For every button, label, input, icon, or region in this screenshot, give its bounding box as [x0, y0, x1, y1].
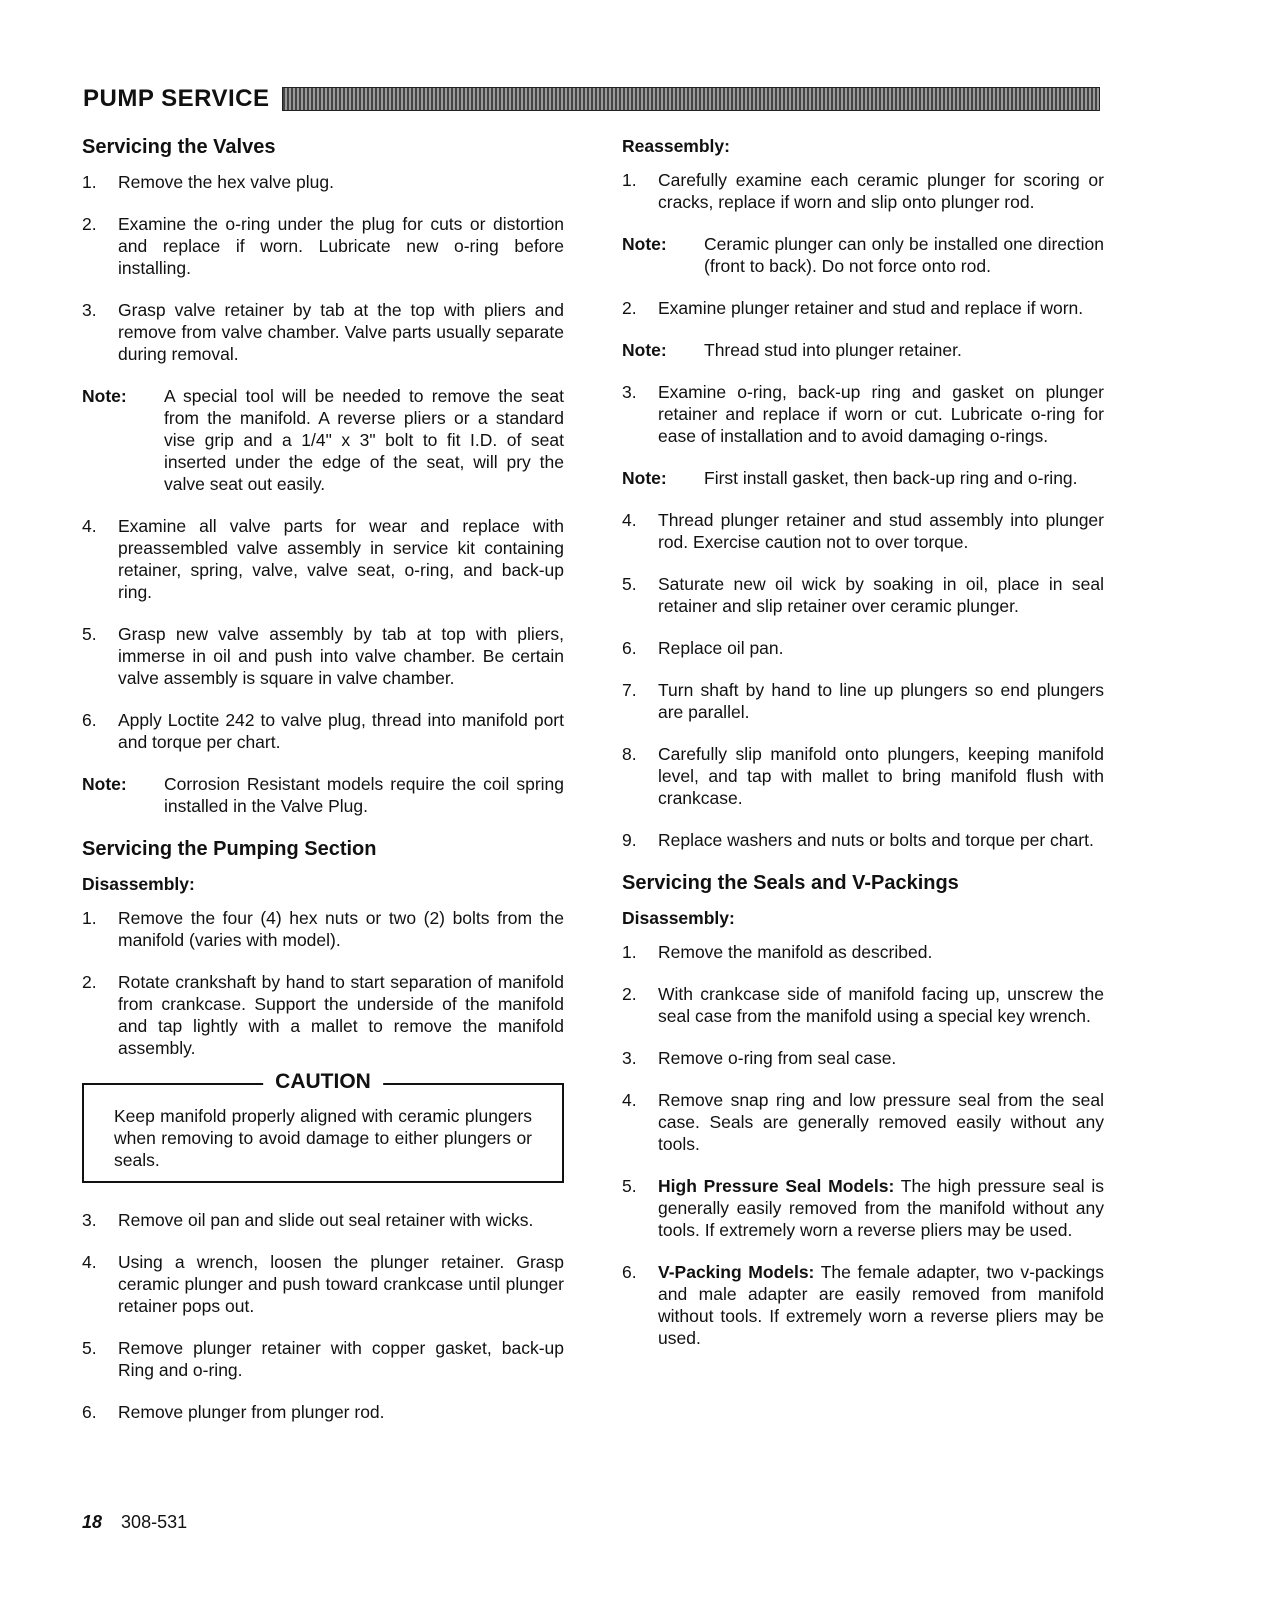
step-number: 2.: [82, 214, 97, 234]
list-item: [622, 829, 1104, 851]
list-item: [82, 907, 564, 951]
list-item: [622, 1175, 1104, 1241]
list-item: [622, 509, 1104, 553]
step-number: 6.: [622, 638, 637, 658]
note-text: First install gasket, then back-up ring and o-ring.: [704, 468, 1078, 488]
step-text: With crankcase side of manifold facing up, unscrew the seal case from the manifold using a special key wrench.: [658, 984, 1104, 1026]
list-item: [622, 169, 1104, 213]
caution-box: [82, 1070, 564, 1183]
step-body: The female adapter, two v-packings and male adapter are easily removed from manifold without tools. If extremely worn a reverse pliers may be used.: [658, 1262, 1105, 1348]
step-bold-lead: High Pressure Seal Models:: [658, 1176, 895, 1196]
caution-text: Keep manifold properly aligned with ceramic plungers when removing to avoid damage to either plungers or seals.: [114, 1106, 532, 1170]
header-rule-bar: [282, 87, 1100, 111]
step-text: Carefully slip manifold onto plungers, keeping manifold level, and tap with mallet to bring manifold flush with crankcase.: [658, 744, 1104, 808]
step-text: Remove the hex valve plug.: [118, 172, 334, 192]
valves-heading: Servicing the Valves: [82, 136, 276, 158]
list-item: [622, 1047, 1104, 1069]
step-number: 2.: [82, 972, 97, 992]
note: [622, 339, 1104, 361]
list-item: [82, 1209, 564, 1231]
step-text: Examine the o-ring under the plug for cuts or distortion and replace if worn. Lubricate new o-ring before installing.: [118, 214, 564, 278]
seals-heading: Servicing the Seals and V-Packings: [622, 872, 959, 894]
step-number: 5.: [622, 1176, 637, 1196]
page-footer: [82, 1512, 187, 1533]
list-item: [82, 171, 564, 193]
note-label: Note:: [82, 774, 127, 794]
step-text: Grasp new valve assembly by tab at top with pliers, immerse in oil and push into valve chamber. Be certain valve assembly is square in valve chamber.: [118, 624, 564, 688]
step-number: 5.: [622, 574, 637, 594]
page-header: [83, 84, 1100, 114]
note-label: Note:: [622, 340, 667, 360]
list-item: [82, 709, 564, 753]
step-text: Examine o-ring, back-up ring and gasket on plunger retainer and replace if worn or cut. Lubricate o-ring for ease of installation and to avoid damaging o-rings.: [658, 382, 1104, 446]
step-number: 1.: [622, 170, 637, 190]
step-text: Grasp valve retainer by tab at the top with pliers and remove from valve chamber. Valve parts usually separate during removal.: [118, 300, 564, 364]
step-number: 5.: [82, 624, 97, 644]
list-item: [622, 679, 1104, 723]
step-text: Rotate crankshaft by hand to start separation of manifold from crankcase. Support the underside of the manifold and tap lightly with a mallet to remove the manifold assembly.: [118, 972, 564, 1058]
step-text: Examine all valve parts for wear and replace with preassembled valve assembly in service kit containing retainer, spring, valve, valve seat, o-ring, and back-up ring.: [118, 516, 564, 602]
step-text: Using a wrench, loosen the plunger retainer. Grasp ceramic plunger and push toward crankcase until plunger retainer pops out.: [118, 1252, 564, 1316]
list-item: [82, 971, 564, 1059]
step-bold-lead: V-Packing Models:: [658, 1262, 815, 1282]
list-item: [622, 1261, 1104, 1349]
step-number: 3.: [82, 300, 97, 320]
note: [622, 467, 1104, 489]
step-number: 4.: [622, 1090, 637, 1110]
list-item: [622, 983, 1104, 1027]
step-number: 2.: [622, 298, 637, 318]
step-number: 6.: [82, 1402, 97, 1422]
step-text: Remove snap ring and low pressure seal from the seal case. Seals are generally removed easily without any tools.: [658, 1090, 1104, 1154]
note-label: Note:: [622, 468, 667, 488]
step-text: Remove oil pan and slide out seal retainer with wicks.: [118, 1210, 534, 1230]
note-text: Corrosion Resistant models require the coil spring installed in the Valve Plug.: [164, 774, 564, 816]
step-text: Examine plunger retainer and stud and replace if worn.: [658, 298, 1084, 318]
list-item: [82, 299, 564, 365]
note-label: Note:: [82, 386, 127, 406]
list-item: [622, 941, 1104, 963]
caution-title: CAUTION: [263, 1071, 383, 1093]
left-column: [82, 135, 564, 1443]
step-text: [658, 1175, 1104, 1241]
list-item: [622, 381, 1104, 447]
step-number: 1.: [82, 172, 97, 192]
note: [82, 385, 564, 495]
disassembly-label: Disassembly:: [82, 874, 195, 894]
step-text: [658, 1261, 1104, 1349]
list-item: [82, 1251, 564, 1317]
note-label: Note:: [622, 234, 667, 254]
step-number: 5.: [82, 1338, 97, 1358]
section-title: PUMP SERVICE: [83, 85, 270, 112]
note: [622, 233, 1104, 277]
step-text: Thread plunger retainer and stud assembly into plunger rod. Exercise caution not to over torque.: [658, 510, 1104, 552]
step-text: Replace washers and nuts or bolts and torque per chart.: [658, 830, 1094, 850]
step-number: 1.: [622, 942, 637, 962]
list-item: [82, 623, 564, 689]
step-number: 7.: [622, 680, 637, 700]
list-item: [82, 515, 564, 603]
step-number: 6.: [82, 710, 97, 730]
step-number: 2.: [622, 984, 637, 1004]
step-number: 3.: [82, 1210, 97, 1230]
note: [82, 773, 564, 817]
step-text: Apply Loctite 242 to valve plug, thread into manifold port and torque per chart.: [118, 710, 564, 752]
step-text: Carefully examine each ceramic plunger for scoring or cracks, replace if worn and slip onto plunger rod.: [658, 170, 1104, 212]
note-text: A special tool will be needed to remove the seat from the manifold. A reverse pliers or a standard vise grip and a 1/4" x 3" bolt to fit I.D. of seat inserted under the edge of the seat, will pry the valve seat out easily.: [164, 386, 564, 494]
list-item: [622, 637, 1104, 659]
step-text: Remove o-ring from seal case.: [658, 1048, 897, 1068]
step-number: 4.: [82, 1252, 97, 1272]
page-number: 18: [82, 1512, 103, 1532]
step-text: Remove the four (4) hex nuts or two (2) bolts from the manifold (varies with model).: [118, 908, 564, 950]
document-number: 308-531: [121, 1512, 188, 1532]
step-text: Remove plunger retainer with copper gasket, back-up Ring and o-ring.: [118, 1338, 564, 1380]
list-item: [622, 743, 1104, 809]
list-item: [82, 213, 564, 279]
step-text: Turn shaft by hand to line up plungers so end plungers are parallel.: [658, 680, 1104, 722]
step-text: Remove plunger from plunger rod.: [118, 1402, 385, 1422]
seals-disassembly-label: Disassembly:: [622, 908, 735, 928]
step-number: 1.: [82, 908, 97, 928]
list-item: [622, 297, 1104, 319]
note-text: Thread stud into plunger retainer.: [704, 340, 962, 360]
note-text: Ceramic plunger can only be installed one direction (front to back). Do not force onto rod.: [704, 234, 1104, 276]
list-item: [622, 1089, 1104, 1155]
list-item: [82, 1401, 564, 1423]
right-column: [622, 135, 1104, 1369]
step-text: Saturate new oil wick by soaking in oil, place in seal retainer and slip retainer over ceramic plunger.: [658, 574, 1104, 616]
step-text: Remove the manifold as described.: [658, 942, 933, 962]
reassembly-label: Reassembly:: [622, 136, 730, 156]
step-number: 3.: [622, 1048, 637, 1068]
step-number: 8.: [622, 744, 637, 764]
step-text: Replace oil pan.: [658, 638, 784, 658]
step-number: 9.: [622, 830, 637, 850]
step-number: 4.: [622, 510, 637, 530]
list-item: [622, 573, 1104, 617]
step-number: 3.: [622, 382, 637, 402]
step-number: 4.: [82, 516, 97, 536]
step-number: 6.: [622, 1262, 637, 1282]
list-item: [82, 1337, 564, 1381]
step-body: The high pressure seal is generally easily removed from the manifold without any tools. If extremely worn a reverse pliers may be used.: [658, 1176, 1104, 1240]
pumping-heading: Servicing the Pumping Section: [82, 838, 377, 860]
